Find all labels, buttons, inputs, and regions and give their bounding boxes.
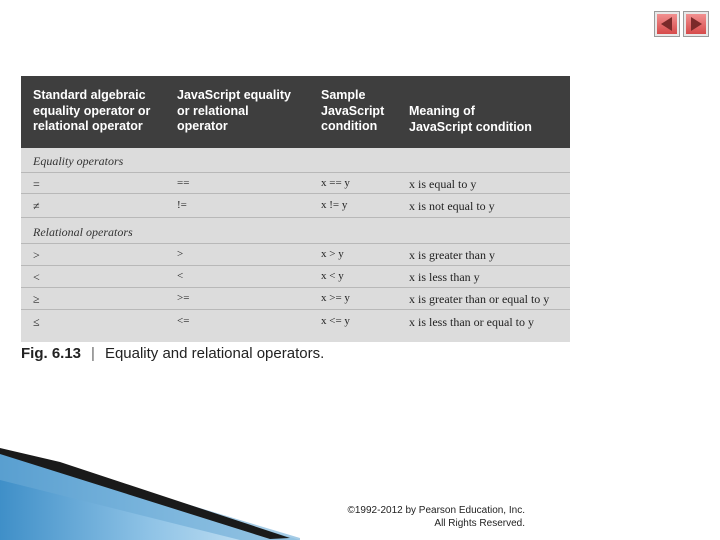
next-slide-button[interactable] [683,11,709,37]
previous-slide-button[interactable] [654,11,680,37]
figure-label: Fig. 6.13 [21,345,82,362]
copyright-notice [300,504,525,530]
table-cell: x is greater than or equal to y [409,292,550,306]
table-cell: != [177,199,187,211]
table-header [21,76,570,148]
row-divider [21,172,570,173]
row-divider [21,243,570,244]
header-sample-condition: Sample JavaScript condition [321,88,385,133]
operators-table [21,76,570,342]
caption-separator: | [91,345,95,362]
table-cell: x <= y [321,315,350,327]
header-meaning: Meaning of JavaScript condition [409,104,532,134]
table-cell: x >= y [321,292,350,304]
table-cell: == [177,177,190,189]
table-cell: x is equal to y [409,177,477,191]
copyright-line: ©1992-2012 by Pearson Education, Inc. [347,505,525,516]
table-cell: x is less than or equal to y [409,315,534,329]
table-cell: = [33,177,40,191]
row-divider [21,193,570,194]
table-cell: > [177,248,184,260]
table-cell: ≠ [33,199,40,213]
table-cell: ≥ [33,292,40,306]
section-title-equality: Equality operators [33,154,124,168]
table-cell: >= [177,292,190,304]
table-cell: x is less than y [409,270,480,284]
row-divider [21,217,570,218]
table-cell: x > y [321,248,344,260]
triangle-left-icon [657,14,677,34]
row-divider [21,309,570,310]
header-js-operator: JavaScript equality or relational operator [177,88,291,133]
table-cell: x == y [321,177,350,189]
row-divider [21,287,570,288]
table-cell: <= [177,315,190,327]
table-cell: x != y [321,199,348,211]
caption-text: Equality and relational operators. [104,345,325,362]
row-divider [21,265,570,266]
triangle-right-icon [686,14,706,34]
table-cell: x < y [321,270,344,282]
table-cell: x is greater than y [409,248,495,262]
section-title-relational: Relational operators [33,225,133,239]
table-cell: > [33,248,40,262]
rights-line: All Rights Reserved. [434,518,525,529]
table-cell: < [33,270,40,284]
header-algebraic: Standard algebraic equality operator or relational operator [33,88,151,133]
table-cell: x is not equal to y [409,199,495,213]
table-cell: ≤ [33,315,40,329]
table-cell: < [177,270,184,282]
figure-caption [21,345,324,362]
